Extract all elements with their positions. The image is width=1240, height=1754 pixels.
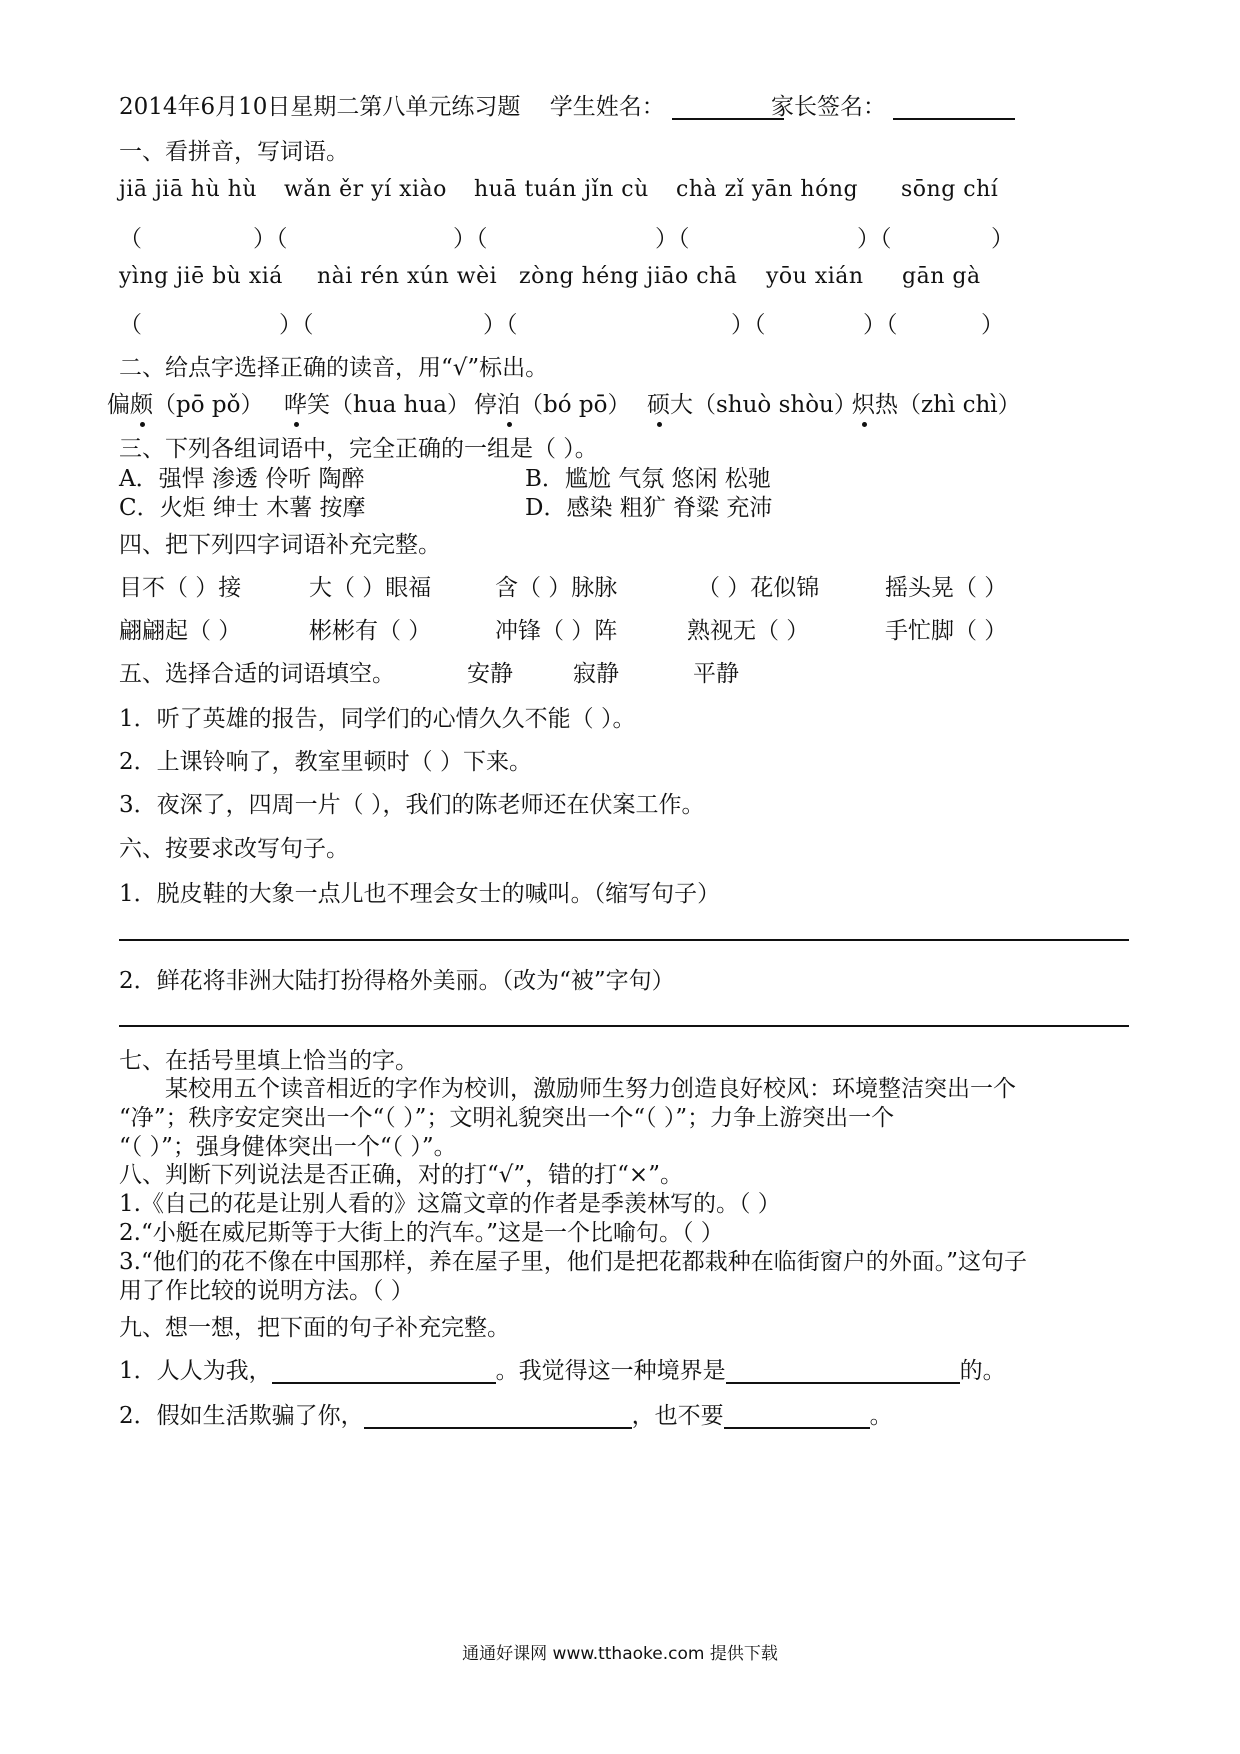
reading-item-2-dot-char: 哗 — [284, 386, 307, 419]
idiom-1-1[interactable]: 目不（ ）接 — [119, 575, 242, 601]
option-a[interactable]: A．强悍 渗透 伶听 陶醉 — [119, 466, 365, 492]
reading-item-5-options: （zhì chì） — [898, 392, 1021, 418]
complete-item-2-blank-2[interactable] — [724, 1403, 870, 1429]
worksheet-page — [107, 0, 1129, 1754]
pinyin-1-3: huā tuán jǐn cù — [474, 177, 649, 202]
option-c[interactable]: C．火炬 绅士 木薯 按摩 — [119, 495, 366, 521]
parent-signature-label: 家长签名： — [771, 94, 886, 120]
answer-box-1-1[interactable]: （ — [119, 226, 142, 252]
complete-item-1 — [119, 1352, 1006, 1385]
pinyin-1-2: wǎn ěr yí xiào — [284, 177, 447, 202]
idiom-2-5[interactable]: 手忙脚（ ） — [885, 618, 1008, 644]
pinyin-1-1: jiā jiā hù hù — [119, 177, 258, 202]
reading-item-3-pre: 停 — [474, 392, 497, 418]
word-choice-2: 寂静 — [573, 661, 619, 687]
fill-item-1[interactable]: 1．听了英雄的报告，同学们的心情久久不能（ ）。 — [119, 706, 636, 732]
pinyin-2-4: yōu xián — [766, 264, 864, 289]
answer-box-1-4-close[interactable]: ）（ — [857, 226, 892, 252]
reading-item-1-dot-char: 颇 — [130, 386, 153, 419]
rewrite-item-2: 2．鲜花将非洲大陆打扮得格外美丽。（改为“被”字句） — [119, 968, 675, 994]
pinyin-1-4: chà zǐ yān hóng — [676, 177, 859, 202]
reading-item-5-post: 热 — [875, 392, 898, 418]
answer-box-2-1-close: ）（ — [279, 312, 314, 338]
judge-item-3-line-2[interactable]: 用了作比较的说明方法。（ ） — [119, 1278, 414, 1304]
reading-item-5[interactable] — [852, 386, 1021, 419]
reading-item-1-options: （pō pǒ） — [153, 392, 264, 418]
complete-item-2-blank-1[interactable] — [364, 1403, 632, 1429]
section-1-heading: 一、看拼音，写词语。 — [119, 139, 349, 165]
reading-item-4-dot-char: 硕 — [647, 386, 670, 419]
reading-item-4[interactable] — [647, 386, 857, 419]
word-choice-1: 安静 — [467, 661, 513, 687]
answer-box-2-3-close[interactable]: ）（ — [731, 312, 766, 338]
reading-item-4-post: 大 — [670, 392, 693, 418]
section-3-heading: 三、下列各组词语中，完全正确的一组是（ ）。 — [119, 436, 598, 462]
idiom-2-3[interactable]: 冲锋（ ）阵 — [495, 618, 618, 644]
answer-box-2-4-close[interactable]: ）（ — [863, 312, 898, 338]
student-name-label: 学生姓名： — [549, 94, 665, 120]
reading-item-2-options: （hua hua） — [330, 392, 470, 418]
motto-paragraph-line-2[interactable]: “净”；秩序安定突出一个“（ ）”；文明礼貌突出一个“（ ）”；力争上游突出一个 — [119, 1105, 895, 1131]
idiom-2-4[interactable]: 熟视无（ ） — [687, 618, 810, 644]
judge-item-3-line-1: 3.“他们的花不像在中国那样，养在屋子里，他们是把花都栽种在临街窗户的外面。”这句子 — [119, 1249, 1027, 1275]
pinyin-2-1: yìng jiē bù xiá — [119, 264, 283, 289]
reading-item-3-options: （bó pō） — [520, 392, 631, 418]
complete-item-2 — [119, 1397, 893, 1430]
reading-item-4-options: （shuò shòu） — [693, 392, 857, 418]
parent-signature — [771, 88, 1015, 121]
rewrite-item-1: 1．脱皮鞋的大象一点儿也不理会女士的喊叫。（缩写句子） — [119, 881, 721, 907]
reading-item-2-post: 笑 — [307, 392, 330, 418]
complete-item-1-blank-1[interactable] — [272, 1358, 496, 1384]
answer-box-1-2-close[interactable]: ）（ — [453, 226, 488, 252]
complete-item-1-prefix: 1．人人为我， — [119, 1358, 272, 1384]
answer-box-2-2-close[interactable]: ）（ — [483, 312, 518, 338]
answer-box-1-5-close[interactable]: ） — [991, 226, 1014, 252]
section-4-heading: 四、把下列四字词语补充完整。 — [119, 532, 441, 558]
answer-box-1-1-close: ）（ — [253, 226, 288, 252]
word-choice-3: 平静 — [693, 661, 739, 687]
answer-box-2-1[interactable]: （ — [119, 312, 142, 338]
pinyin-2-2: nài rén xún wèi — [317, 264, 498, 289]
reading-item-1-pre: 偏 — [107, 392, 130, 418]
footer-credit: 通通好课网 www.tthaoke.com 提供下载 — [462, 1644, 778, 1664]
worksheet-title: 2014年6月10日星期二第八单元练习题 — [119, 94, 521, 120]
judge-item-2[interactable]: 2.“小艇在威尼斯等于大街上的汽车。”这是一个比喻句。（ ） — [119, 1220, 724, 1246]
section-7-heading: 七、在括号里填上恰当的字。 — [119, 1048, 418, 1074]
reading-item-3-dot-char: 泊 — [497, 386, 520, 419]
answer-box-1-3-close[interactable]: ）（ — [655, 226, 690, 252]
reading-item-2[interactable] — [284, 386, 470, 419]
reading-item-5-dot-char: 炽 — [852, 386, 875, 419]
worksheet-header — [119, 88, 784, 121]
complete-item-2-middle: ，也不要 — [631, 1403, 724, 1429]
complete-item-1-suffix: 的。 — [959, 1358, 1006, 1384]
idiom-2-2[interactable]: 彬彬有（ ） — [309, 618, 432, 644]
motto-paragraph-line-3[interactable]: “（ ）”；强身健体突出一个“（ ）”。 — [119, 1134, 457, 1160]
parent-signature-field[interactable] — [893, 94, 1015, 120]
pinyin-1-5: sōng chí — [901, 177, 999, 202]
section-6-heading: 六、按要求改写句子。 — [119, 836, 349, 862]
section-8-heading: 八、判断下列说法是否正确，对的打“√”，错的打“×”。 — [119, 1162, 683, 1188]
judge-item-1[interactable]: 1.《自己的花是让别人看的》这篇文章的作者是季羡林写的。（ ） — [119, 1191, 781, 1217]
reading-item-1[interactable] — [107, 386, 263, 419]
option-b[interactable]: B．尴尬 气氛 悠闲 松驰 — [525, 466, 771, 492]
section-5-heading: 五、选择合适的词语填空。 — [119, 661, 395, 687]
idiom-2-1[interactable]: 翩翩起（ ） — [119, 618, 242, 644]
section-9-heading: 九、想一想，把下面的句子补充完整。 — [119, 1315, 510, 1341]
fill-item-2[interactable]: 2．上课铃响了，教室里顿时（ ）下来。 — [119, 749, 532, 775]
pinyin-2-3: zòng héng jiāo chā — [519, 264, 738, 289]
idiom-1-5[interactable]: 摇头晃（ ） — [885, 575, 1008, 601]
answer-box-2-5-close[interactable]: ） — [981, 312, 1004, 338]
complete-item-2-suffix: 。 — [869, 1403, 893, 1429]
rewrite-answer-line-1[interactable] — [119, 939, 1129, 941]
idiom-1-4[interactable]: （ ）花似锦 — [697, 575, 820, 601]
section-2-heading: 二、给点字选择正确的读音，用“√”标出。 — [119, 355, 549, 381]
rewrite-answer-line-2[interactable] — [119, 1025, 1129, 1027]
reading-item-3[interactable] — [474, 386, 630, 419]
option-d[interactable]: D．感染 粗犷 脊粱 充沛 — [525, 495, 773, 521]
fill-item-3[interactable]: 3．夜深了，四周一片（ ），我们的陈老师还在伏案工作。 — [119, 792, 705, 818]
complete-item-1-blank-2[interactable] — [726, 1358, 960, 1384]
idiom-1-3[interactable]: 含（ ）脉脉 — [495, 575, 618, 601]
complete-item-1-middle: 。我觉得这一种境界是 — [495, 1358, 726, 1384]
student-name-field[interactable] — [672, 94, 784, 120]
pinyin-2-5: gān gà — [902, 264, 981, 289]
idiom-1-2[interactable]: 大（ ）眼福 — [309, 575, 432, 601]
complete-item-2-prefix: 2．假如生活欺骗了你， — [119, 1403, 364, 1429]
motto-paragraph-line-1: 某校用五个读音相近的字作为校训，激励师生努力创造良好校风：环境整洁突出一个 — [165, 1076, 1016, 1102]
